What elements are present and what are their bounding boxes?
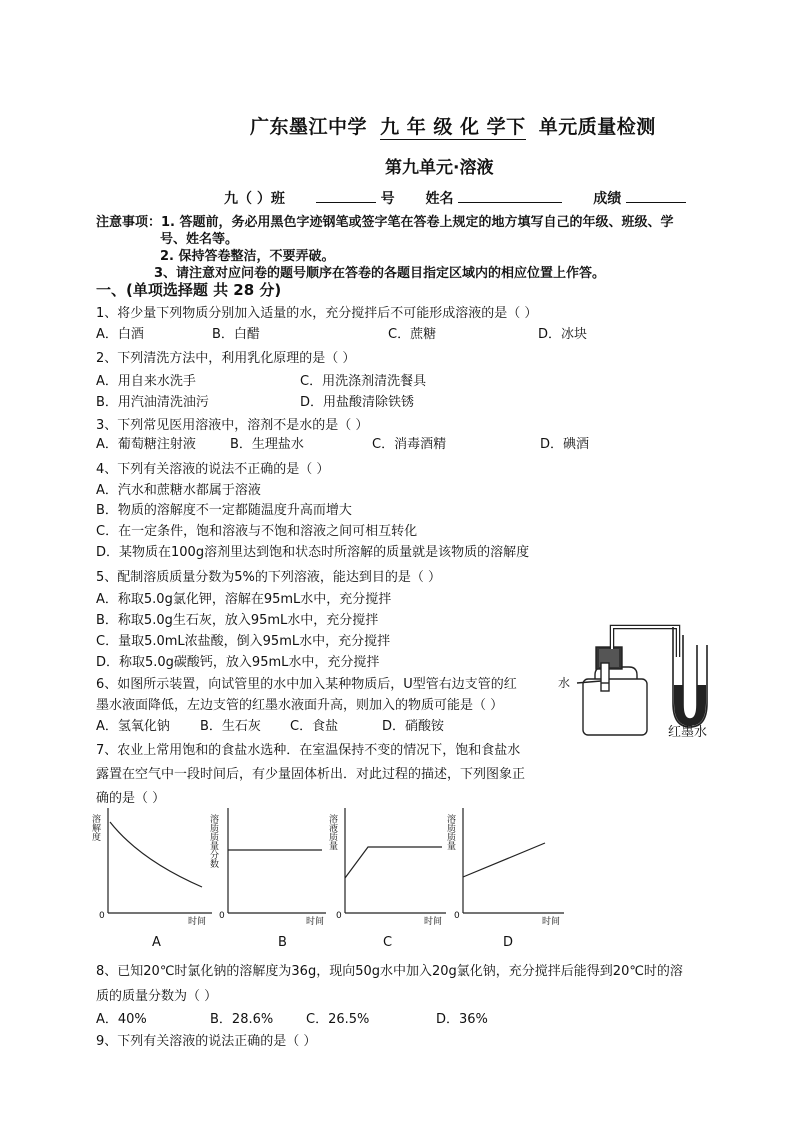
score-label: 成绩 (593, 191, 622, 207)
graph-a (108, 808, 212, 913)
notes-line-3: 3、请注意对应问卷的题号顺序在答卷的各题目指定区域内的相应位置上作答。 (154, 266, 606, 281)
notes-line-1b: 号、姓名等。 (160, 232, 239, 247)
graph-d-ylabel: 溶质质量 (445, 814, 455, 850)
q6-option-a: A．氢氧化钠 (96, 719, 170, 734)
graph-a-letter: A (152, 935, 161, 950)
q2-option-b: B．用汽油清洗油污 (96, 395, 209, 410)
q4-option-c: C．在一定条件，饱和溶液与不饱和溶液之间可相互转化 (96, 524, 418, 539)
exam-title (250, 112, 656, 140)
question-7-line-2: 露置在空气中一段时间后，有少量固体析出．对此过程的描述，下列图象正 (96, 767, 526, 782)
q4-option-b: B．物质的溶解度不一定都随温度升高而增大 (96, 503, 352, 518)
q1-option-d: D．冰块 (538, 327, 588, 342)
unit-title: 第九单元·溶液 (385, 158, 494, 178)
notes-line-1: 注意事项：1. 答题前，务必用黑色字迹钢笔或签字笔在答卷上规定的地方填写自己的年级、班级、学 (96, 215, 674, 230)
q8-option-d: D．36% (436, 1012, 488, 1027)
q3-option-c: C．消毒酒精 (372, 437, 447, 452)
q2-option-c: C．用洗涤剂清洗餐具 (300, 374, 427, 389)
question-7-line-3: 确的是（ ） (96, 791, 166, 806)
question-8-line-1: 8、已知20℃时氯化钠的溶解度为36g，现向50g水中加入20g氯化钠，充分搅拌后能得到20℃时的溶 (96, 964, 683, 979)
graph-c-letter: C (383, 935, 393, 950)
water-label: 水 (558, 676, 571, 690)
q5-option-b: B．称取5.0g生石灰，放入95mL水中，充分搅拌 (96, 613, 379, 628)
question-5: 5、配制溶质质量分数为5%的下列溶液，能达到目的是（ ） (96, 570, 442, 585)
question-2: 2、下列清洗方法中，利用乳化原理的是（ ） (96, 351, 356, 366)
q1-option-b: B．白醋 (212, 327, 260, 342)
q6-option-d: D．硝酸铵 (382, 719, 445, 734)
graph-a-xlabel: 时间 (188, 917, 207, 927)
graph-d (463, 808, 564, 913)
question-6-line-1: 6、如图所示装置，向试管里的水中加入某种物质后，U型管右边支管的红 (96, 677, 517, 692)
q6-option-b: B．生石灰 (200, 719, 261, 734)
q1-option-a: A．白酒 (96, 327, 144, 342)
question-1: 1、将少量下列物质分别加入适量的水，充分搅拌后不可能形成溶液的是（ ） (96, 306, 538, 321)
q3-option-b: B．生理盐水 (230, 437, 304, 452)
ink-label: 红墨水 (668, 725, 708, 740)
graph-c-ylabel: 溶液质量 (327, 814, 337, 850)
question-4: 4、下列有关溶液的说法不正确的是（ ） (96, 462, 330, 477)
name-blank[interactable] (458, 202, 562, 203)
question-7-line-1: 7、农业上常用饱和的食盐水选种．在室温保持不变的情况下，饱和食盐水 (96, 743, 521, 758)
school-name: 广东墨江中学 (250, 116, 368, 138)
q4-option-d: D．某物质在100g溶剂里达到饱和状态时所溶解的质量就是该物质的溶解度 (96, 545, 530, 560)
graph-b-origin: 0 (219, 911, 225, 921)
number-blank[interactable] (316, 202, 376, 203)
question-3: 3、下列常见医用溶液中，溶剂不是水的是（ ） (96, 418, 369, 433)
q5-option-c: C．量取5.0mL浓盐酸，倒入95mL水中，充分搅拌 (96, 634, 391, 649)
q4-option-a: A．汽水和蔗糖水都属于溶液 (96, 483, 261, 498)
q2-option-d: D．用盐酸清除铁锈 (300, 395, 415, 410)
q3-option-a: A．葡萄糖注射液 (96, 437, 196, 452)
q1-option-c: C．蔗糖 (388, 327, 437, 342)
question-6-line-2: 墨水液面降低，左边支管的红墨水液面升高，则加入的物质可能是（ ） (96, 698, 504, 713)
q5-option-a: A．称取5.0g氯化钾，溶解在95mL水中，充分搅拌 (96, 592, 392, 607)
graph-d-origin: 0 (454, 911, 460, 921)
graph-c (345, 808, 446, 913)
q6-option-c: C．食盐 (290, 719, 339, 734)
question-8-line-2: 质的质量分数为（ ） (96, 989, 218, 1004)
grade-subject: 九 年 级 化 学下 (380, 112, 525, 140)
class-label: 九（ ）班 (224, 191, 285, 207)
graph-b (228, 808, 326, 913)
q3-option-d: D．碘酒 (540, 437, 590, 452)
graph-c-origin: 0 (336, 911, 342, 921)
section-heading: 一、(单项选择题 共 28 分) (96, 281, 282, 299)
exam-name: 单元质量检测 (538, 116, 656, 138)
graph-b-xlabel: 时间 (306, 917, 325, 927)
graph-a-ylabel: 溶解度 (90, 814, 100, 841)
apparatus-figure (555, 615, 725, 750)
graph-c-xlabel: 时间 (424, 917, 443, 927)
score-blank[interactable] (626, 202, 686, 203)
number-label: 号 (380, 191, 395, 207)
q2-option-a: A．用自来水洗手 (96, 374, 196, 389)
graph-b-letter: B (278, 935, 287, 950)
name-label: 姓名 (425, 191, 454, 207)
student-info-line (224, 188, 686, 208)
graph-d-letter: D (503, 935, 514, 950)
q8-option-c: C．26.5% (306, 1012, 370, 1027)
graph-b-ylabel: 溶质质量分数 (208, 814, 218, 868)
q7-graphs (90, 800, 570, 950)
notes-line-2: 2. 保持答卷整洁，不要弄破。 (160, 249, 335, 264)
q8-option-a: A．40% (96, 1012, 147, 1027)
q5-option-d: D．称取5.0g碳酸钙，放入95mL水中，充分搅拌 (96, 655, 380, 670)
graph-a-origin: 0 (99, 911, 105, 921)
graph-d-xlabel: 时间 (542, 917, 561, 927)
q8-option-b: B．28.6% (210, 1012, 274, 1027)
question-9: 9、下列有关溶液的说法正确的是（ ） (96, 1034, 317, 1049)
